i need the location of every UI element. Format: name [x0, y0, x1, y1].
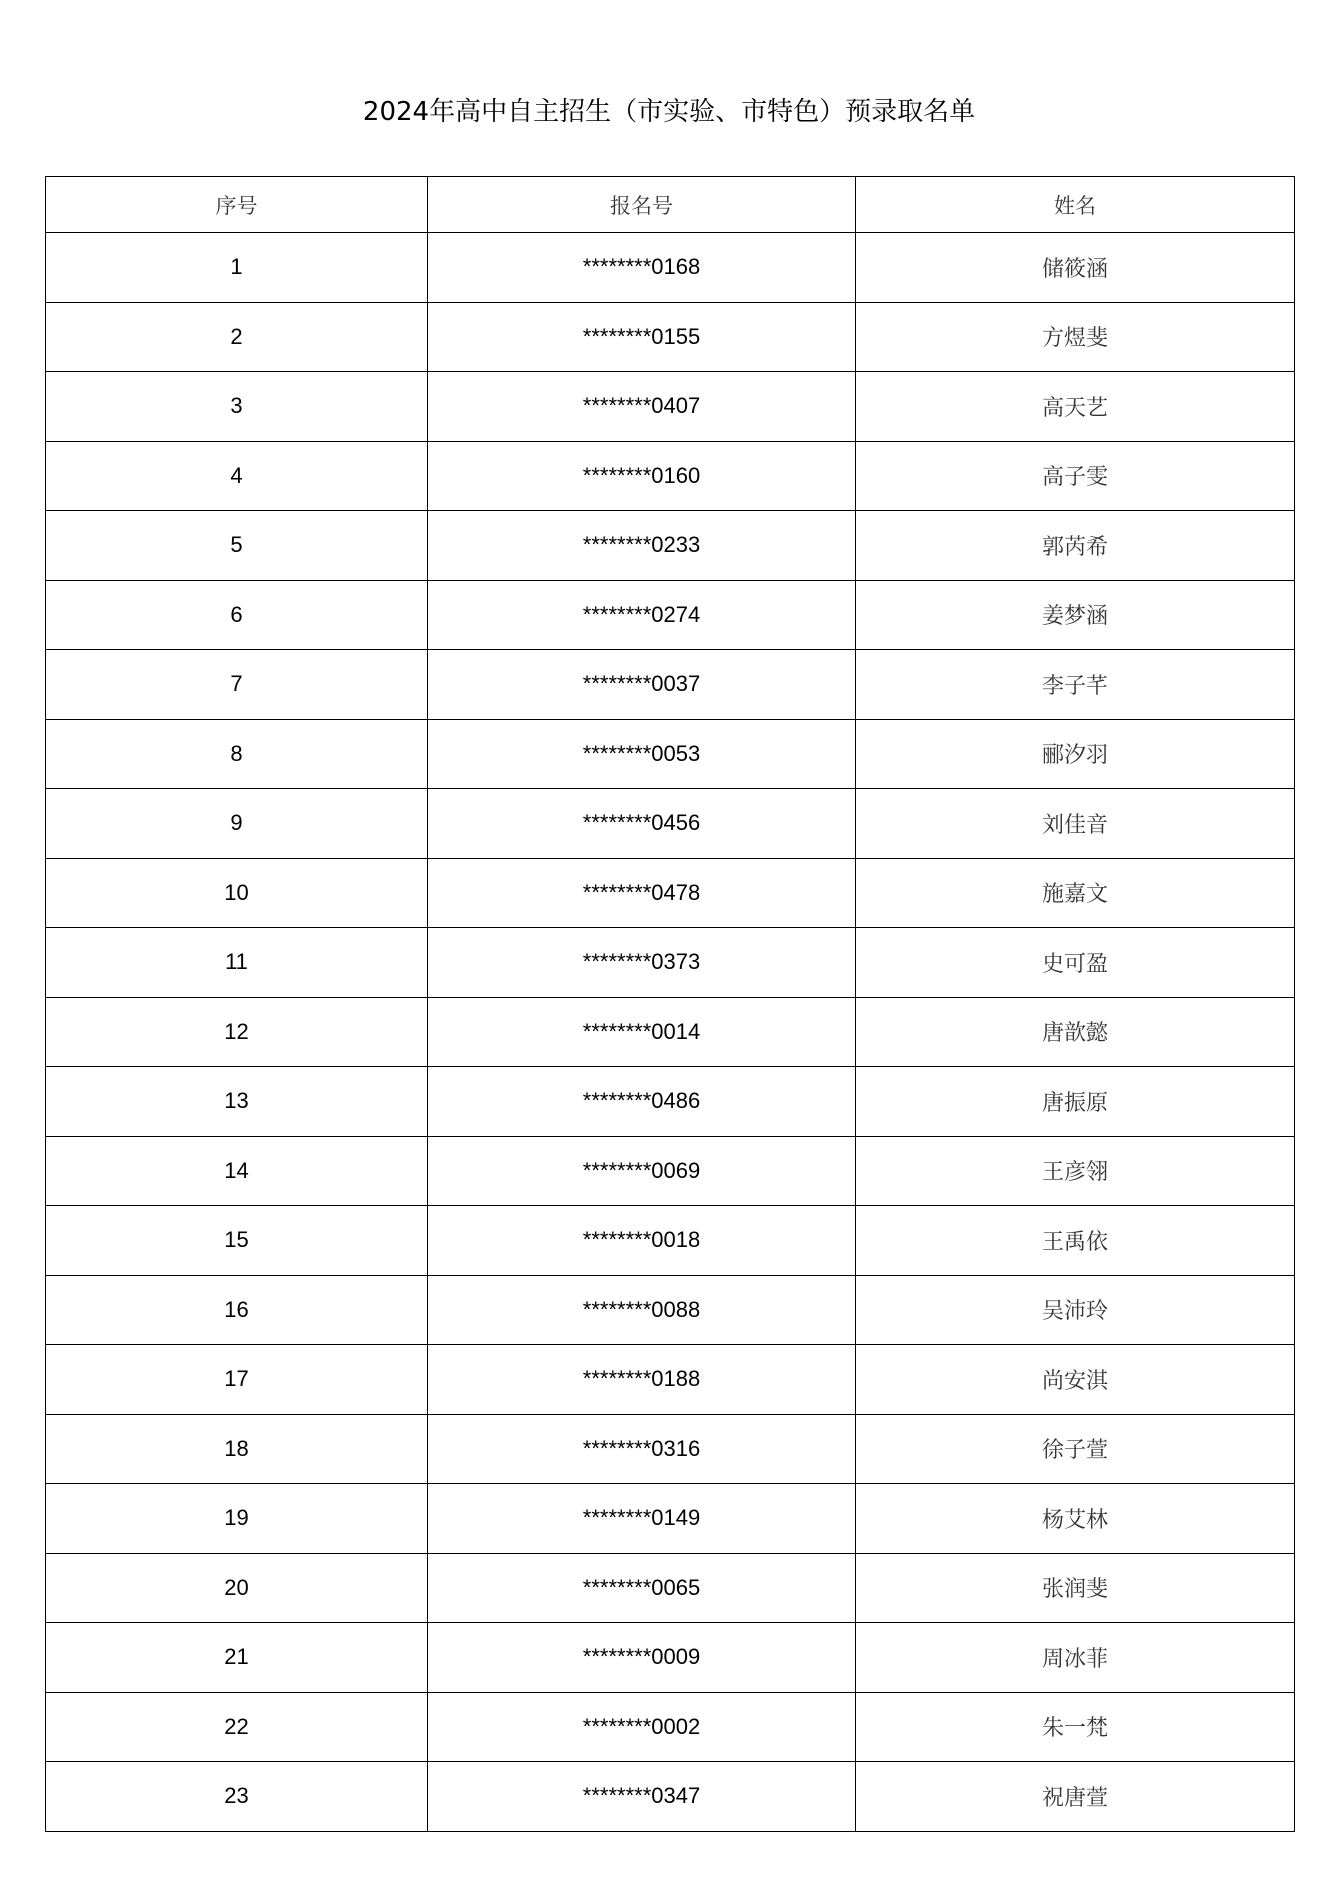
header-row	[46, 177, 1295, 233]
table-row	[46, 511, 1295, 581]
cell-name: 唐歆懿	[856, 997, 1295, 1067]
cell-name: 吴沛玲	[856, 1275, 1295, 1345]
table-row	[46, 719, 1295, 789]
cell-name: 高天艺	[856, 372, 1295, 442]
cell-reg-no: ********0407	[428, 372, 856, 442]
cell-reg-no: ********0347	[428, 1762, 856, 1832]
table-row	[46, 650, 1295, 720]
cell-name: 史可盈	[856, 928, 1295, 998]
cell-reg-no: ********0002	[428, 1692, 856, 1762]
cell-index: 17	[46, 1345, 428, 1415]
cell-name: 施嘉文	[856, 858, 1295, 928]
table-row	[46, 1692, 1295, 1762]
cell-name: 祝唐萱	[856, 1762, 1295, 1832]
header-index: 序号	[46, 177, 428, 233]
cell-index: 9	[46, 789, 428, 859]
cell-index: 7	[46, 650, 428, 720]
cell-name: 唐振原	[856, 1067, 1295, 1137]
table-row	[46, 858, 1295, 928]
table-header	[46, 177, 1295, 233]
header-reg-no: 报名号	[428, 177, 856, 233]
cell-index: 3	[46, 372, 428, 442]
cell-reg-no: ********0069	[428, 1136, 856, 1206]
cell-index: 12	[46, 997, 428, 1067]
cell-reg-no: ********0018	[428, 1206, 856, 1276]
table-row	[46, 789, 1295, 859]
cell-reg-no: ********0037	[428, 650, 856, 720]
cell-reg-no: ********0149	[428, 1484, 856, 1554]
cell-index: 18	[46, 1414, 428, 1484]
page-title: 2024年高中自主招生（市实验、市特色）预录取名单	[362, 97, 976, 127]
admission-table	[45, 176, 1295, 1832]
cell-name: 周冰菲	[856, 1623, 1295, 1693]
cell-name: 张润斐	[856, 1553, 1295, 1623]
cell-reg-no: ********0160	[428, 441, 856, 511]
cell-index: 15	[46, 1206, 428, 1276]
cell-reg-no: ********0155	[428, 302, 856, 372]
cell-reg-no: ********0088	[428, 1275, 856, 1345]
cell-index: 22	[46, 1692, 428, 1762]
cell-reg-no: ********0486	[428, 1067, 856, 1137]
table-row	[46, 1762, 1295, 1832]
table-row	[46, 233, 1295, 303]
table-row	[46, 997, 1295, 1067]
cell-reg-no: ********0188	[428, 1345, 856, 1415]
table-row	[46, 1345, 1295, 1415]
table-row	[46, 1206, 1295, 1276]
table-row	[46, 1067, 1295, 1137]
cell-index: 5	[46, 511, 428, 581]
table-body	[46, 233, 1295, 1832]
cell-name: 王禹依	[856, 1206, 1295, 1276]
cell-name: 徐子萱	[856, 1414, 1295, 1484]
cell-reg-no: ********0456	[428, 789, 856, 859]
cell-reg-no: ********0065	[428, 1553, 856, 1623]
cell-index: 19	[46, 1484, 428, 1554]
cell-index: 4	[46, 441, 428, 511]
cell-name: 朱一梵	[856, 1692, 1295, 1762]
cell-index: 2	[46, 302, 428, 372]
cell-index: 23	[46, 1762, 428, 1832]
table-row	[46, 1553, 1295, 1623]
table-row	[46, 1136, 1295, 1206]
cell-index: 10	[46, 858, 428, 928]
cell-reg-no: ********0478	[428, 858, 856, 928]
table-row	[46, 1623, 1295, 1693]
cell-index: 6	[46, 580, 428, 650]
header-name: 姓名	[856, 177, 1295, 233]
table-row	[46, 1414, 1295, 1484]
cell-reg-no: ********0274	[428, 580, 856, 650]
cell-name: 姜梦涵	[856, 580, 1295, 650]
cell-name: 郭芮希	[856, 511, 1295, 581]
cell-name: 李子芊	[856, 650, 1295, 720]
cell-reg-no: ********0168	[428, 233, 856, 303]
cell-index: 16	[46, 1275, 428, 1345]
cell-index: 1	[46, 233, 428, 303]
table-row	[46, 1275, 1295, 1345]
cell-reg-no: ********0373	[428, 928, 856, 998]
table-row	[46, 580, 1295, 650]
cell-index: 11	[46, 928, 428, 998]
cell-reg-no: ********0009	[428, 1623, 856, 1693]
table-row	[46, 1484, 1295, 1554]
table-row	[46, 302, 1295, 372]
cell-name: 郦汐羽	[856, 719, 1295, 789]
cell-name: 尚安淇	[856, 1345, 1295, 1415]
cell-index: 21	[46, 1623, 428, 1693]
cell-reg-no: ********0053	[428, 719, 856, 789]
cell-name: 刘佳音	[856, 789, 1295, 859]
cell-name: 杨艾林	[856, 1484, 1295, 1554]
cell-name: 王彦翎	[856, 1136, 1295, 1206]
cell-index: 13	[46, 1067, 428, 1137]
cell-index: 8	[46, 719, 428, 789]
cell-name: 方煜斐	[856, 302, 1295, 372]
cell-index: 20	[46, 1553, 428, 1623]
cell-name: 高子雯	[856, 441, 1295, 511]
table-row	[46, 372, 1295, 442]
cell-index: 14	[46, 1136, 428, 1206]
table-row	[46, 928, 1295, 998]
table-row	[46, 441, 1295, 511]
cell-reg-no: ********0233	[428, 511, 856, 581]
cell-reg-no: ********0014	[428, 997, 856, 1067]
cell-name: 储筱涵	[856, 233, 1295, 303]
cell-reg-no: ********0316	[428, 1414, 856, 1484]
